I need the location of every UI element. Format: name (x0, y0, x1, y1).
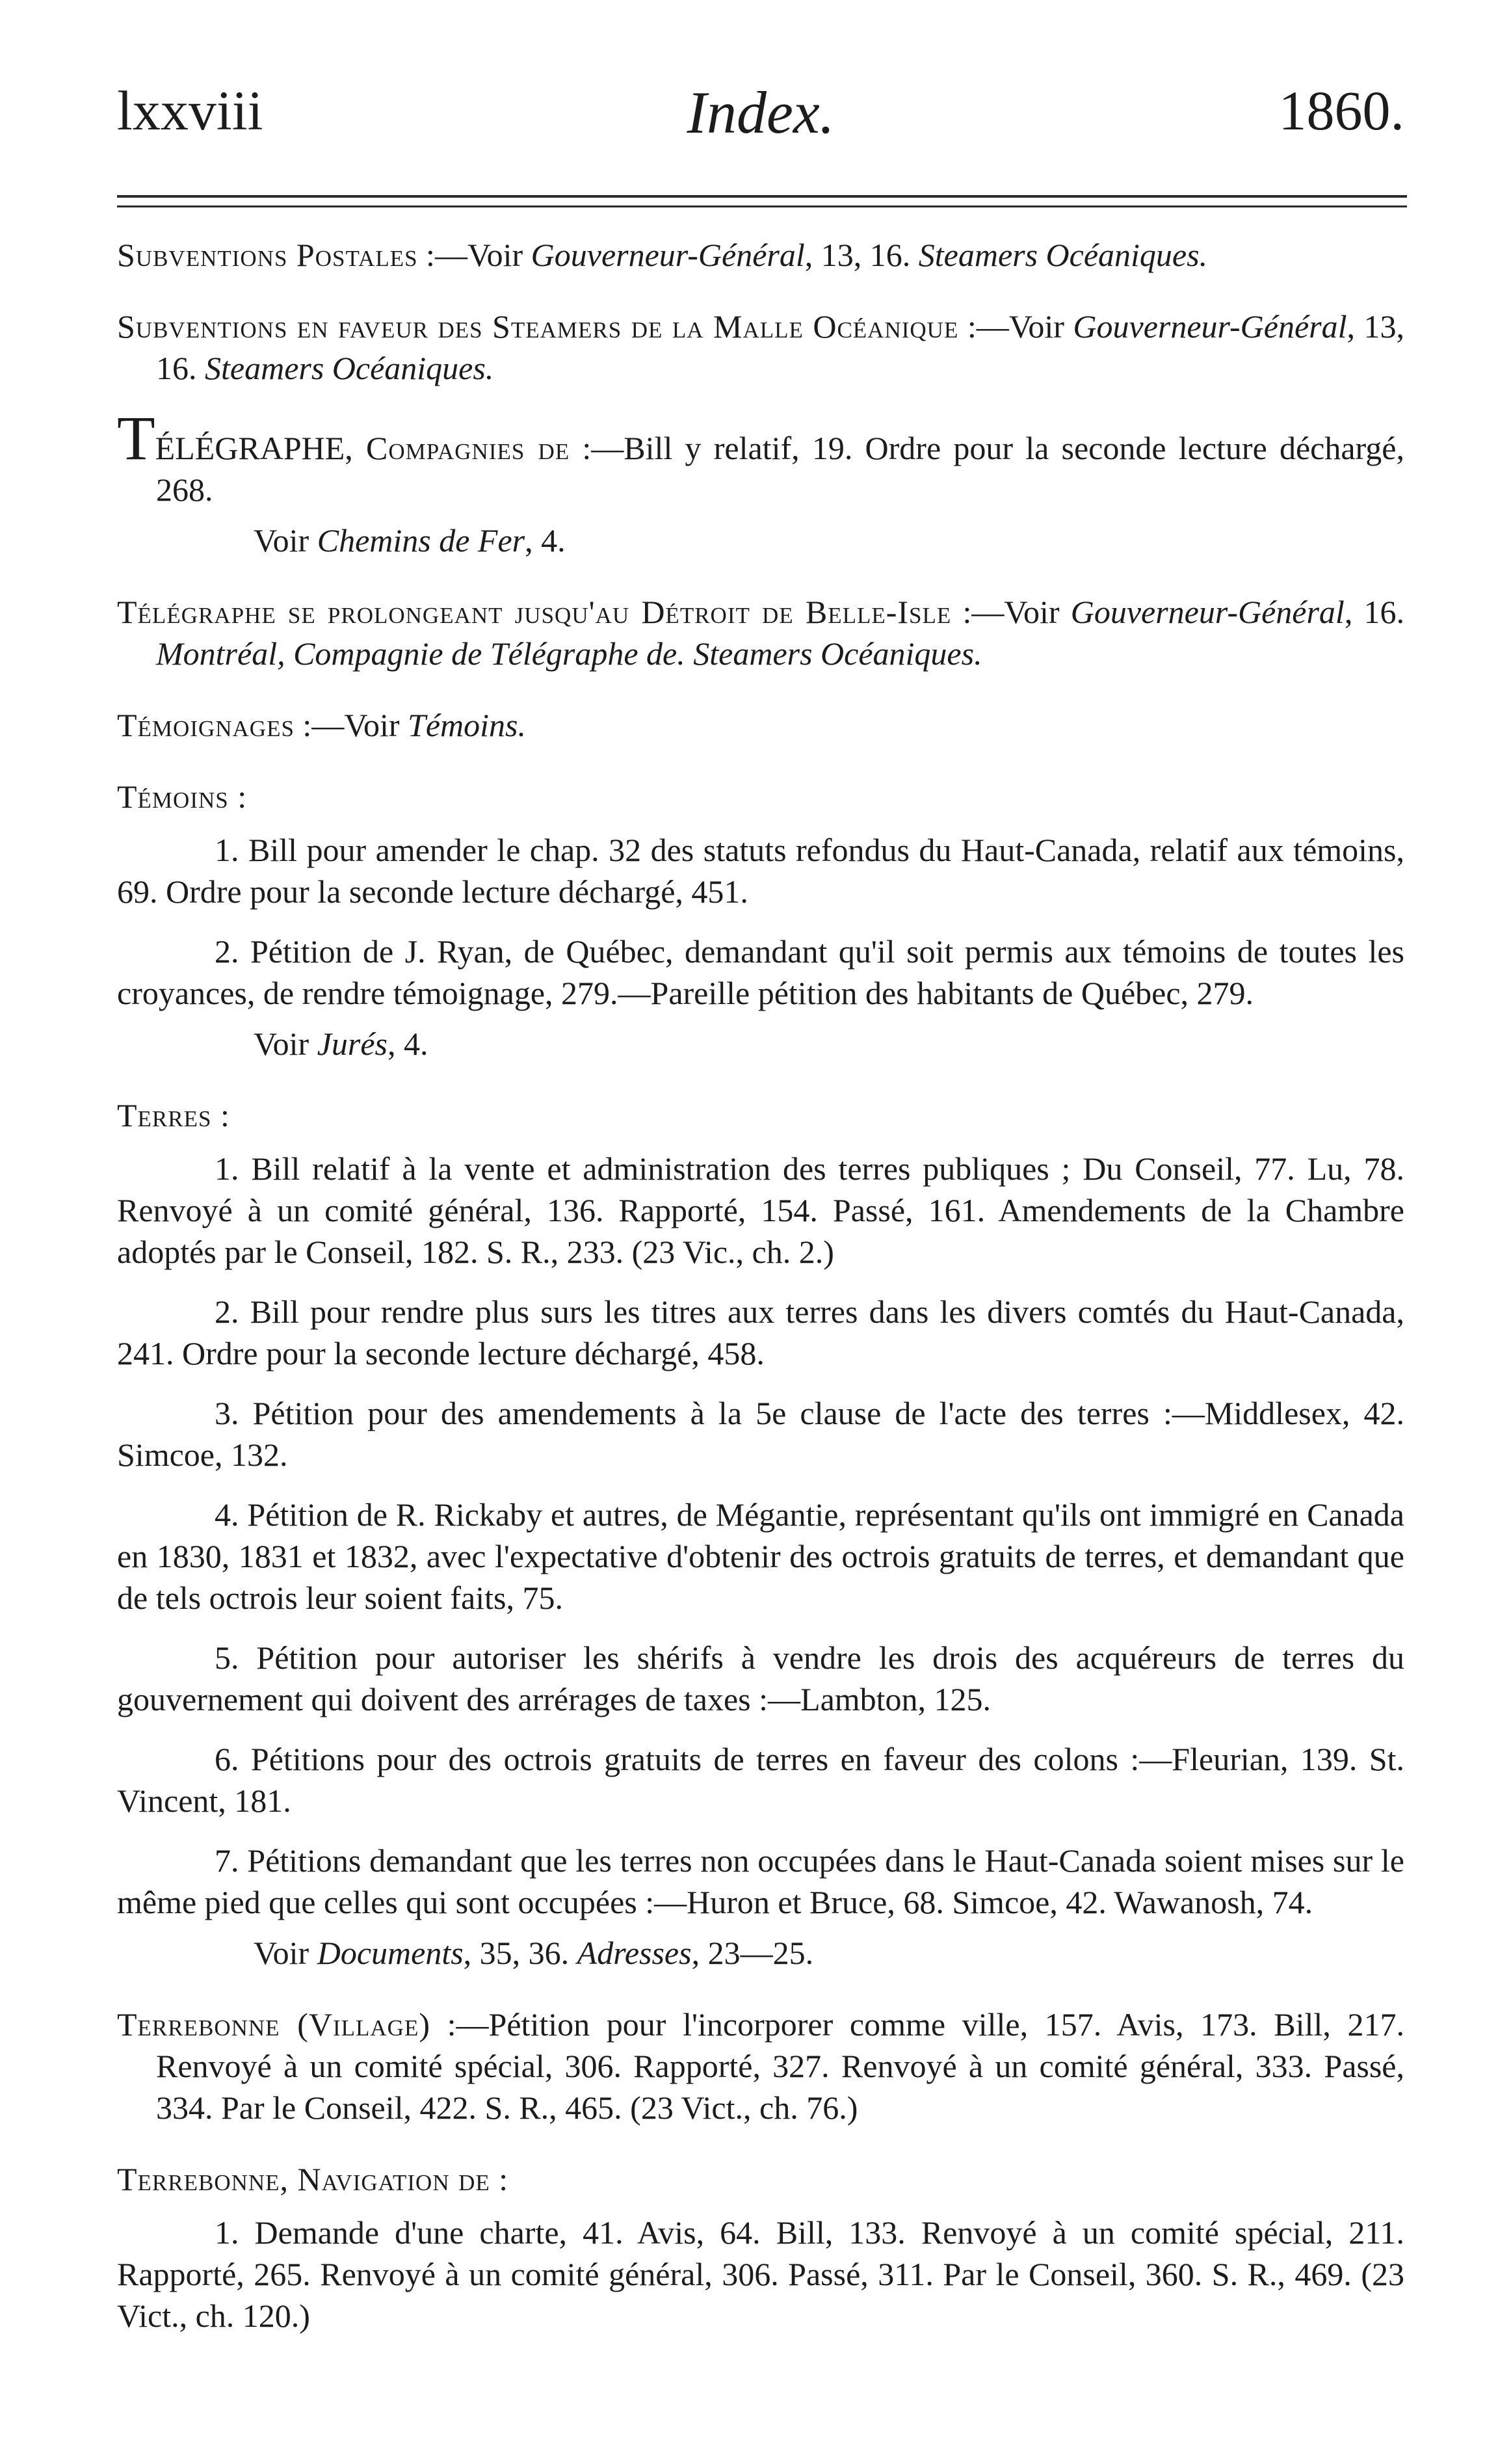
cross-reference: Steamers Océaniques. (693, 635, 982, 672)
cross-reference: Jurés (317, 1026, 388, 1062)
voir-label: Voir (254, 522, 317, 559)
cross-reference: Documents (317, 1935, 464, 1971)
entry-temoins (117, 776, 1404, 817)
header-rule-bottom (117, 205, 1407, 207)
entry-text: , 35, 36. (463, 1935, 577, 1971)
drop-cap: T (117, 403, 155, 473)
header-rule-top (117, 195, 1407, 198)
entry-heading: Terrebonne (Village) (117, 2006, 430, 2043)
cross-reference: Chemins de Fer (317, 522, 525, 559)
entry-heading: Terres : (117, 1097, 230, 1133)
entry-subventions-malle (117, 306, 1404, 389)
list-item: 1. Bill relatif à la vente et administration des terres publiques ; Du Conseil, 77. Lu, 78. Renvoyé à un comité général, 136. Rapporté, 154. Passé, 161. Amendements de la Chambre adoptés par le Conseil, 182. S. R., 233. (23 Vic., ch. 2.) (117, 1150, 1404, 1270)
entry-text: , 13, 16. (804, 237, 919, 273)
cross-reference: Adresses (577, 1935, 692, 1971)
index-content (117, 234, 1404, 2355)
cross-reference: Gouverneur-Général (1073, 308, 1347, 345)
list-item: 7. Pétitions demandant que les terres non occupées dans le Haut-Canada soient mises sur le même pied que celles qui sont occupées :—Huron et Bruce, 68. Simcoe, 42. Wawanosh, 74. (117, 1842, 1404, 1920)
entry-text: , 16. (1344, 594, 1404, 630)
entry-heading: ÉLÉGRAPHE, (155, 430, 353, 466)
entry-subventions-postales (117, 234, 1404, 276)
entry-heading-secondary: Compagnies de (352, 430, 570, 466)
list-item: 4. Pétition de R. Rickaby et autres, de Mégantie, représentant qu'ils ont immigré en Canada en 1830, 1831 et 1832, avec l'expectative d'obtenir des octrois gratuits de terres, et demandant que de tels octrois leur soient faits, 75. (117, 1496, 1404, 1616)
voir-reference (156, 520, 1404, 561)
cross-reference: Steamers Océaniques. (205, 350, 494, 386)
entry-text: :—Pétition pour l'incorporer comme ville, 157. Avis, 173. Bill, 217. Renvoyé à un comité spécial, 306. Rapporté, 327. Renvoyé à un comité général, 333. Passé, 334. Par le Conseil, 422. S. R., 465. (23 Vict., ch. 76.) (156, 2006, 1405, 2126)
page-header (117, 78, 1404, 163)
entry-terres (117, 1094, 1404, 1136)
entry-heading: Témoins : (117, 778, 248, 815)
entry-terrebonne-village (117, 2004, 1404, 2128)
voir-reference (117, 1932, 1404, 1974)
entry-telegraphe-belle-isle (117, 591, 1404, 674)
list-item: 1. Demande d'une charte, 41. Avis, 64. Bill, 133. Renvoyé à un comité spécial, 211. Rapporté, 265. Renvoyé à un comité général, 306. Passé, 311. Par le Conseil, 360. S. R., 469. (23 Vict., ch. 120.) (117, 2214, 1404, 2334)
voir-label: Voir (254, 1026, 317, 1062)
entry-telegraphe-compagnies (117, 403, 1404, 561)
entry-heading: Témoignages (117, 707, 295, 743)
entry-text: :—Voir (958, 308, 1073, 345)
voir-reference (117, 1023, 1404, 1065)
entry-text: , 4. (388, 1026, 428, 1062)
page-number: lxxviii (117, 79, 263, 142)
list-item: 1. Bill pour amender le chap. 32 des statuts refondus du Haut-Canada, relatif aux témoins, 69. Ordre pour la seconde lecture déchargé, 451. (117, 832, 1404, 910)
list-item: 6. Pétitions pour des octrois gratuits de terres en faveur des colons :—Fleurian, 139. St. Vincent, 181. (117, 1741, 1404, 1819)
entry-heading: Terrebonne, Navigation de : (117, 2161, 509, 2197)
page-year: 1860. (1278, 79, 1404, 142)
cross-reference: Gouverneur-Général (1070, 594, 1345, 630)
entry-heading: Subventions en faveur des Steamers de la Malle Océanique (117, 308, 959, 345)
entry-text: :—Voir (951, 594, 1071, 630)
cross-reference: Gouverneur-Général (531, 237, 805, 273)
list-item: 2. Pétition de J. Ryan, de Québec, demandant qu'il soit permis aux témoins de toutes les croyances, de rendre témoignage, 279.—Pareille pétition des habitants de Québec, 279. (117, 933, 1404, 1011)
cross-reference: Témoins. (408, 707, 526, 743)
list-item: 3. Pétition pour des amendements à la 5e clause de l'acte des terres :—Middlesex, 42. Simcoe, 132. (117, 1395, 1404, 1473)
entry-heading: Subventions Postales (117, 237, 418, 273)
entry-text: , 23—25. (691, 1935, 814, 1971)
entry-terrebonne-navigation (117, 2158, 1404, 2200)
entry-text: :—Voir (294, 707, 408, 743)
cross-reference: Montréal, Compagnie de Télégraphe de. (156, 635, 685, 672)
entry-temoignages (117, 704, 1404, 746)
entry-text: , 13, 16. (156, 308, 1404, 386)
cross-reference: Steamers Océaniques. (918, 237, 1208, 273)
entry-heading: Télégraphe se prolongeant jusqu'au Détroit de Belle-Isle (117, 594, 952, 630)
list-item: 2. Bill pour rendre plus surs les titres aux terres dans les divers comtés du Haut-Canada, 241. Ordre pour la seconde lecture déchargé, 458. (117, 1293, 1404, 1371)
entry-text: , 4. (525, 522, 566, 559)
list-item: 5. Pétition pour autoriser les shérifs à vendre les drois des acquéreurs de terres du gouvernement qui doivent des arrérages de taxes :—Lambton, 125. (117, 1639, 1404, 1717)
entry-text: :—Bill y relatif, 19. Ordre pour la seconde lecture déchargé, 268. (156, 430, 1404, 508)
entry-text (685, 635, 694, 672)
voir-label: Voir (254, 1935, 317, 1971)
page-title: Index. (687, 79, 835, 146)
entry-text: :—Voir (417, 237, 531, 273)
